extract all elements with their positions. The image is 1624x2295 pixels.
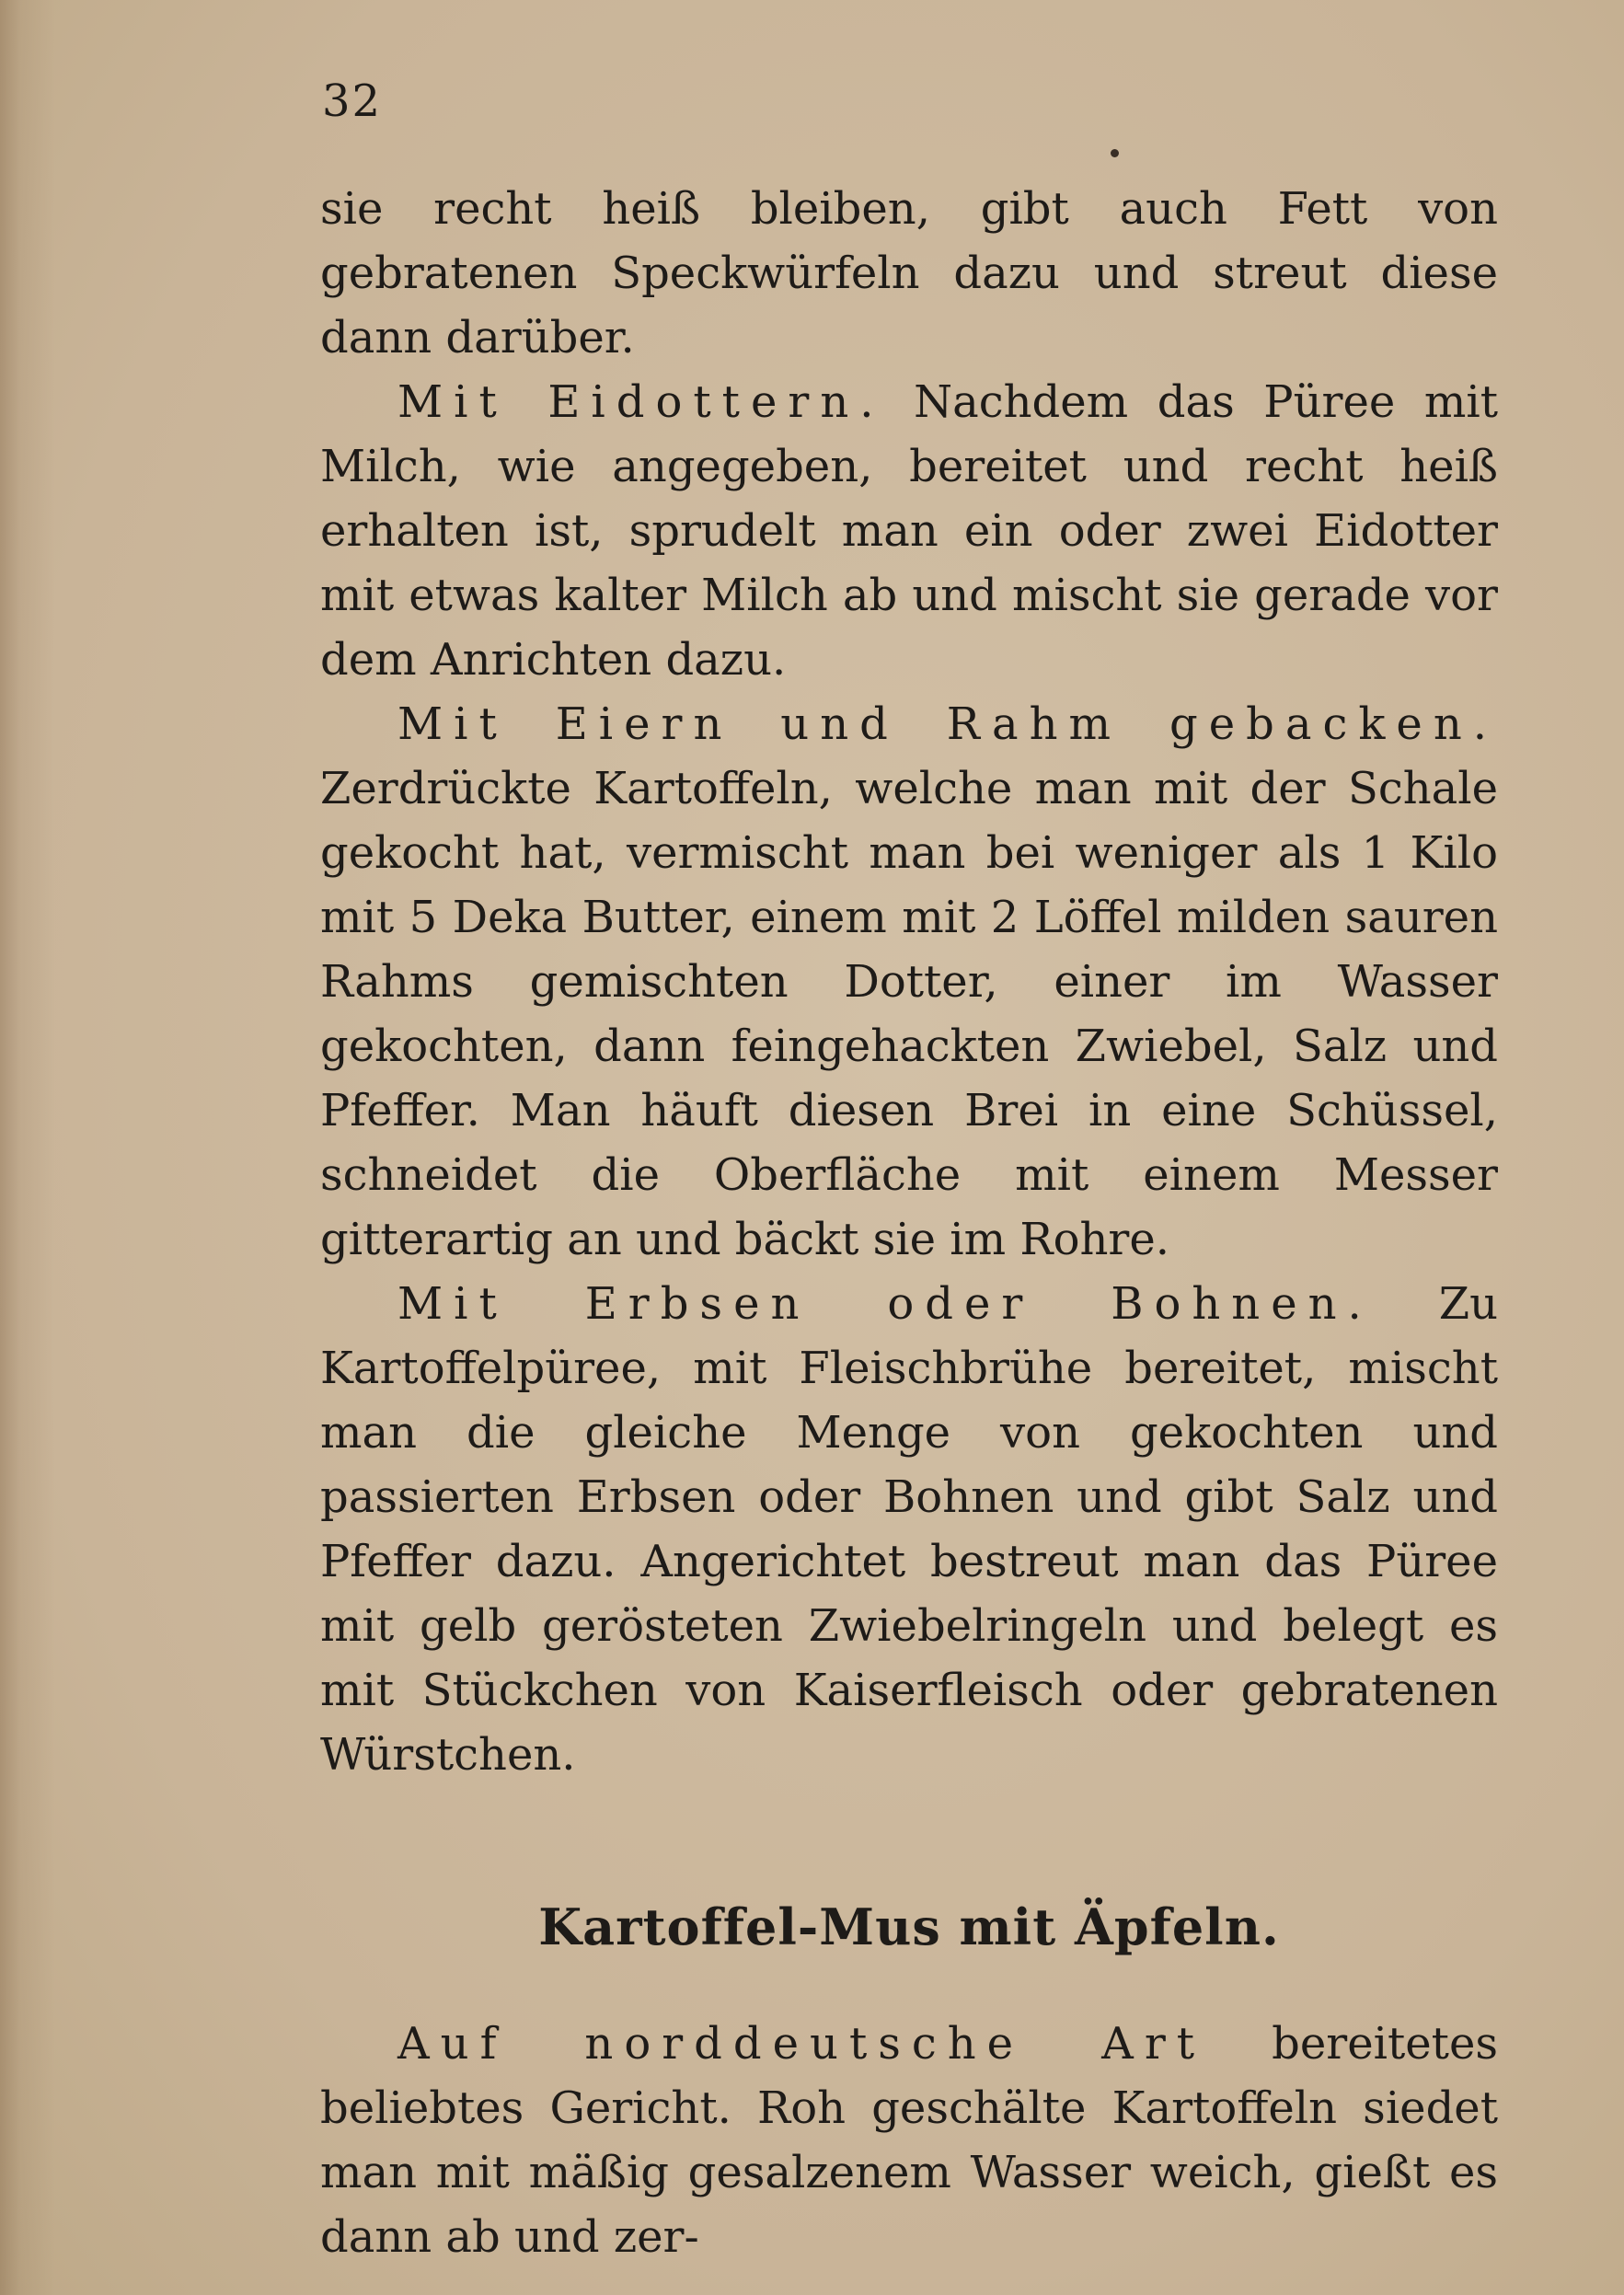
paragraph-text: bereitetes beliebtes Gericht. Roh geschälte Kartoffeln siedet man mit mäßig gesalzenem Wasser weich, gießt es dann ab und zer- [320, 2018, 1498, 2263]
paragraph-text: Zerdrückte Kartoffeln, welche man mit der Schale gekocht hat, vermischt man bei weniger als 1 Kilo mit 5 Deka Butter, einem mit 2 Löffel milden sauren Rahms gemischten Dotter, einer im Wasser gekochten, dann feingehackten Zwiebel, Salz und Pfeffer. Man häuft diesen Brei in eine Schüssel, schneidet die Oberfläche mit einem Messer gitterartig an und bäckt sie im Rohre. [320, 763, 1498, 1265]
text-body [320, 177, 1498, 2269]
paragraph-eiern-rahm [320, 692, 1498, 1272]
paragraph-lead: Mit Eiern und Rahm gebacken. [397, 698, 1498, 750]
page-number: 32 [322, 75, 383, 127]
paragraph-eidottern [320, 370, 1498, 692]
paragraph-continuation [320, 177, 1498, 370]
paragraph-lead: Auf norddeutsche Art [397, 2018, 1206, 2070]
paragraph-lead: Mit Erbsen oder Bohnen. [397, 1278, 1373, 1330]
paragraph-erbsen-bohnen [320, 1272, 1498, 1787]
paragraph-lead: Mit Eidottern. [397, 376, 885, 428]
paragraph-text: sie recht heiß bleiben, gibt auch Fett von gebratenen Speckwürfeln dazu und streut diese dann darüber. [320, 183, 1498, 363]
paragraph-kartoffel-mus [320, 2012, 1498, 2269]
ink-speck [1111, 149, 1119, 157]
paragraph-text: Nachdem das Püree mit Milch, wie angegeben, bereitet und recht heiß erhalten ist, sprudelt man ein oder zwei Eidotter mit etwas kalter Milch ab und mischt sie gerade vor dem Anrichten dazu. [320, 376, 1498, 686]
paragraph-text: Zu Kartoffelpüree, mit Fleischbrühe bereitet, mischt man die gleiche Menge von gekochten und passierten Erbsen oder Bohnen und gibt Salz und Pfeffer dazu. Angerichtet bestreut man das Püree mit gelb gerösteten Zwiebelringeln und belegt es mit Stückchen von Kaiserfleisch oder gebratenen Würstchen. [320, 1278, 1498, 1781]
section-title: Kartoffel-Mus mit Äpfeln. [538, 1897, 1280, 1956]
